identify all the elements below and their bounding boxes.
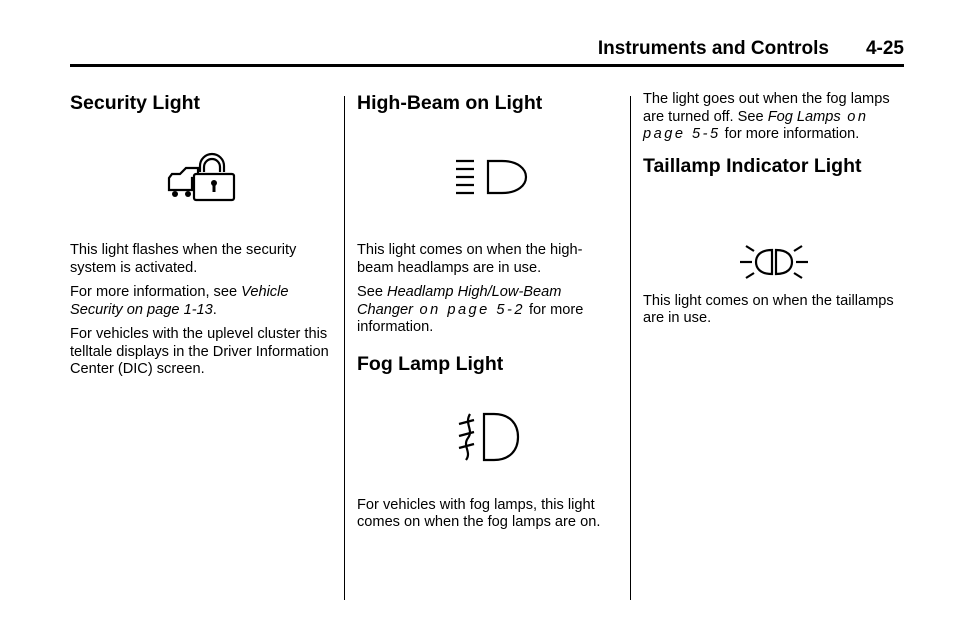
heading-high-beam: High-Beam on Light [357,92,543,114]
fog-continued-end: for more information. [720,126,860,142]
fog-lamp-continued-para [643,91,905,144]
heading-security-light: Security Light [70,92,201,114]
security-para-3: For vehicles with the uplevel cluster this telltale displays in the Driver Information Center (DIC) screen. [70,326,329,377]
security-para-2-text: For more information, see [70,284,242,300]
security-para-2 [70,284,332,319]
fog-lamp-para: For vehicles with fog lamps, this light comes on when the fog lamps are on. [357,496,601,530]
taillamp-para: This light comes on when the taillamps are in use. [643,292,894,326]
fog-lamps-crossref-link[interactable]: Fog Lamps [767,108,841,125]
security-crossref-link[interactable]: Vehicle Security on page 1-13 [70,284,289,318]
security-lock-icon [166,152,238,202]
fog-lamp-icon [456,410,520,464]
high-beam-para-1: This light comes on when the high-beam headlamps are in use. [357,242,583,276]
high-beam-para-2-text: See [357,284,388,300]
headlamp-crossref-link[interactable]: Headlamp High/Low-Beam Changer [357,284,562,318]
fog-continued-text: The light goes out when the fog lamps are turned off. See [643,91,890,125]
column-taillamp [643,91,905,335]
taillamp-icon [738,242,810,282]
section-title: Instruments and Controls [597,38,829,59]
fog-lamps-page-ref[interactable]: on page 5-5 [643,108,869,142]
security-para-2-end: . [212,301,217,318]
header-divider [70,64,904,67]
high-beam-para-2-end: for more information. [357,301,584,335]
security-para-1: This light flashes when the security system is activated. [70,242,297,276]
high-beam-para-2 [357,284,619,337]
column-high-beam [357,88,619,539]
high-beam-icon [452,157,528,197]
column-divider-2 [630,96,631,600]
headlamp-page-ref[interactable]: on page 5-2 [412,301,525,318]
heading-taillamp: Taillamp Indicator Light [643,154,862,177]
page-number: 4-25 [865,38,904,59]
heading-fog-lamp: Fog Lamp Light [357,352,504,375]
column-security [70,88,332,386]
column-divider-1 [344,96,345,600]
